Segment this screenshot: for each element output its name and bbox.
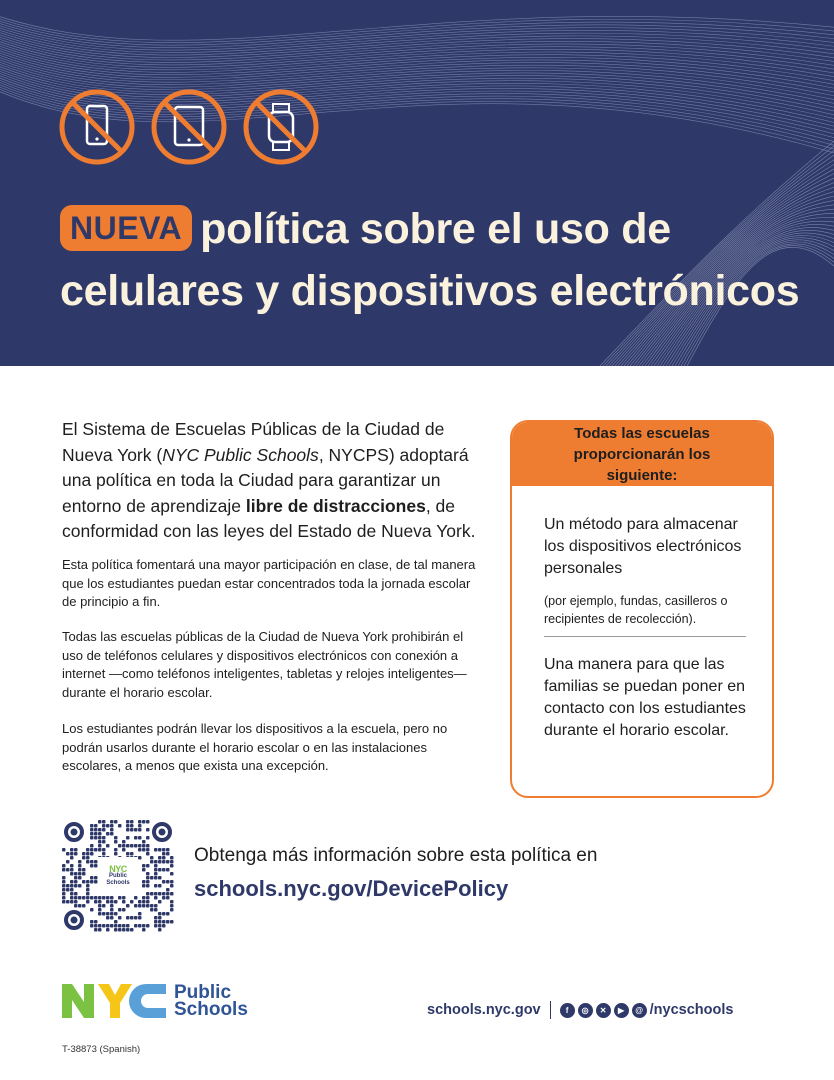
provisions-divider [544, 636, 746, 637]
intro-bold: libre de distracciones [245, 495, 426, 516]
provisions-heading-text: Todas las escuelas proporcionarán los siguiente: [573, 424, 711, 484]
provisions-heading [512, 422, 772, 486]
header-banner [0, 0, 834, 366]
nyc-logo-icon [62, 982, 166, 1020]
intro-italic: NYC Public Schools [162, 444, 319, 465]
provision-storage-examples: (por ejemplo, fundas, casilleros o recipientes de recolección). [544, 594, 728, 626]
paragraph-prohibition: Todas las escuelas públicas de la Ciudad de Nueva York prohibirán el uso de teléfonos celulares y dispositivos electrónicos con conexión a internet —como teléfonos inteligentes, tabletas y relojes inteligentes— durante el horario escolar. [62, 629, 467, 700]
provision-storage: Un método para almacenar los dispositivos electrónicos personales [544, 516, 742, 577]
nyc-public-schools-logo [62, 980, 248, 1022]
prohibited-devices-icons [58, 88, 320, 166]
youtube-icon[interactable]: ▶ [614, 1003, 629, 1018]
intro-part3: , de conformidad con las leyes del Estado de Nueva York. [62, 495, 476, 541]
device-policy-link[interactable]: schools.nyc.gov/DevicePolicy [194, 876, 509, 901]
footer-site-link[interactable]: schools.nyc.gov [427, 1002, 541, 1018]
social-icons [560, 1003, 647, 1018]
paragraph-exception: Los estudiantes podrán llevar los dispositivos a la escuela, pero no podrán usarlos durante el horario escolar o en las instalaciones escolares, a menos que exista una excepción. [62, 721, 448, 773]
no-phone-icon [58, 88, 136, 166]
logo-line2: Schools [174, 999, 248, 1020]
qr-logo-nyc: NYC [109, 863, 127, 874]
footer-divider [550, 1001, 551, 1019]
logo-line1: Public [174, 982, 232, 1003]
page-title [60, 198, 820, 322]
intro-part2: , NYCPS) adoptará una política en toda la Ciudad para garantizar un entorno de aprendizaje [62, 444, 469, 516]
threads-icon[interactable]: @ [632, 1003, 647, 1018]
qr-logo-text: Public Schools [106, 872, 130, 886]
no-smartwatch-icon [242, 88, 320, 166]
logo-text [174, 984, 248, 1018]
more-info-text: Obtenga más información sobre esta política en [194, 845, 598, 866]
document-id: T-38873 (Spanish) [62, 1044, 141, 1055]
title-text: política sobre el uso de celulares y dispositivos electrónicos [60, 205, 800, 315]
paragraph-participation: Esta política fomentará una mayor participación en clase, de tal manera que los estudiantes puedan estar concentrados toda la jornada escolar de principio a fin. [62, 557, 476, 609]
provision-contact: Una manera para que las familias se puedan poner en contacto con los estudiantes durante el horario escolar. [544, 656, 746, 739]
instagram-icon[interactable]: ◎ [578, 1003, 593, 1018]
x-icon[interactable]: ✕ [596, 1003, 611, 1018]
no-tablet-icon [150, 88, 228, 166]
provisions-box [510, 420, 774, 798]
intro-part1: El Sistema de Escuelas Públicas de la Ciudad de Nueva York ( [62, 419, 445, 465]
new-badge: NUEVA [60, 205, 192, 251]
footer-links [427, 1001, 733, 1019]
qr-center-logo [98, 857, 138, 895]
intro-paragraph [62, 417, 487, 545]
facebook-icon[interactable]: f [560, 1003, 575, 1018]
social-handle[interactable]: /nycschools [649, 1002, 734, 1018]
